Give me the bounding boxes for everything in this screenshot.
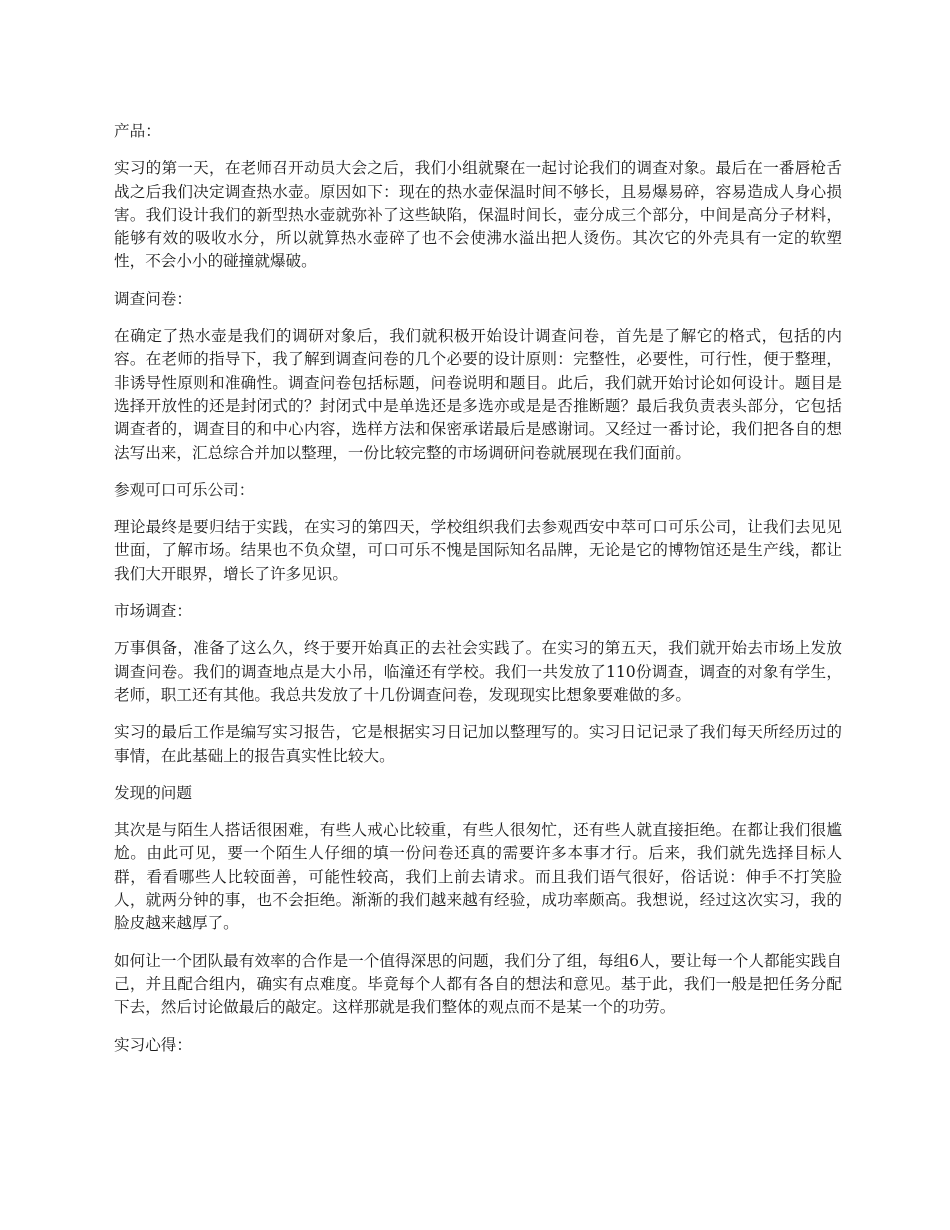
document-body	[114, 120, 842, 1071]
section-heading-problems-found: 发现的问题	[114, 783, 192, 802]
paragraph-questionnaire: 在确定了热水壶是我们的调研对象后，我们就积极开始设计调查问卷，首先是了解它的格式，包括的内容。在老师的指导下，我了解到调查问卷的几个必要的设计原则：完整性，必要性，可行性，便于整理，非诱导性原则和准确性。调查问卷包括标题，问卷说明和题目。此后，我们就开始讨论如何设计。题目是选择开放性的还是封闭式的？封闭式中是单选还是多选亦或是是否推断题？最后我负责表头部分，它包括调查者的，调查目的和中心内容，选样方法和保密承诺最后是感谢词。又经过一番讨论，我们把各自的想法写出来，汇总综合并加以整理，一份比较完整的市场调研问卷就展现在我们面前。	[114, 327, 842, 462]
section-heading-market-survey: 市场调查：	[114, 602, 192, 621]
section-heading-questionnaire: 调查问卷：	[114, 289, 192, 308]
paragraph-coca-cola-visit: 理论最终是要归结于实践，在实习的第四天，学校组织我们去参观西安中萃可口可乐公司，让我们去见见世面，了解市场。结果也不负众望，可口可乐不愧是国际知名品牌，无论是它的博物馆还是生产线，都让我们大开眼界，增长了许多见识。	[114, 518, 842, 583]
paragraph-teamwork: 如何让一个团队最有效率的合作是一个值得深思的问题，我们分了组，每组6人，要让每一个人都能实践自己，并且配合组内，确实有点难度。毕竟每个人都有各自的想法和意见。基于此，我们一般是把任务分配下去，然后讨论做最后的敲定。这样那就是我们整体的观点而不是某一个的功劳。	[114, 951, 843, 1017]
paragraph-market-survey: 万事俱备，准备了这么久，终于要开始真正的去社会实践了。在实习的第五天，我们就开始去市场上发放调查问卷。我们的调查地点是大小吊，临潼还有学校。我们一共发放了110份调查，调查的对象有学生，老师，职工还有其他。我总共发放了十几份调查问卷，发现现实比想象要难做的多。	[114, 639, 842, 704]
section-heading-product: 产品：	[114, 122, 161, 140]
section-heading-coca-cola-visit: 参观可口可乐公司：	[114, 480, 255, 499]
section-heading-internship-insights: 实习心得：	[114, 1035, 192, 1054]
paragraph-strangers: 其次是与陌生人搭话很困难，有些人戒心比较重，有些人很匆忙，还有些人就直接拒绝。在都让我们很尴尬。由此可见，要一个陌生人仔细的填一份问卷还真的需要许多本事才行。后来，我们就先选择目标人群，看看哪些人比较面善，可能性较高，我们上前去请求。而且我们语气很好，俗话说：伸手不打笑脸人，就两分钟的事，也不会拒绝。渐渐的我们越来越有经验，成功率颇高。我想说，经过这次实习，我的脸皮越来越厚了。	[114, 821, 842, 933]
paragraph-report-writing: 实习的最后工作是编写实习报告，它是根据实习日记加以整理写的。实习日记记录了我们每天所经历过的事情，在此基础上的报告真实性比较大。	[114, 723, 842, 765]
paragraph-product: 实习的第一天，在老师召开动员大会之后，我们小组就聚在一起讨论我们的调查对象。最后在一番唇枪舌战之后我们决定调查热水壶。原因如下：现在的热水壶保温时间不够长，且易爆易碎，容易造成人身心损害。我们设计我们的新型热水壶就弥补了这些缺陷，保温时间长，壶分成三个部分，中间是高分子材料，能够有效的吸收水分，所以就算热水壶碎了也不会使沸水溢出把人烫伤。其次它的外壳具有一定的软塑性，不会小小的碰撞就爆破。	[114, 159, 842, 271]
